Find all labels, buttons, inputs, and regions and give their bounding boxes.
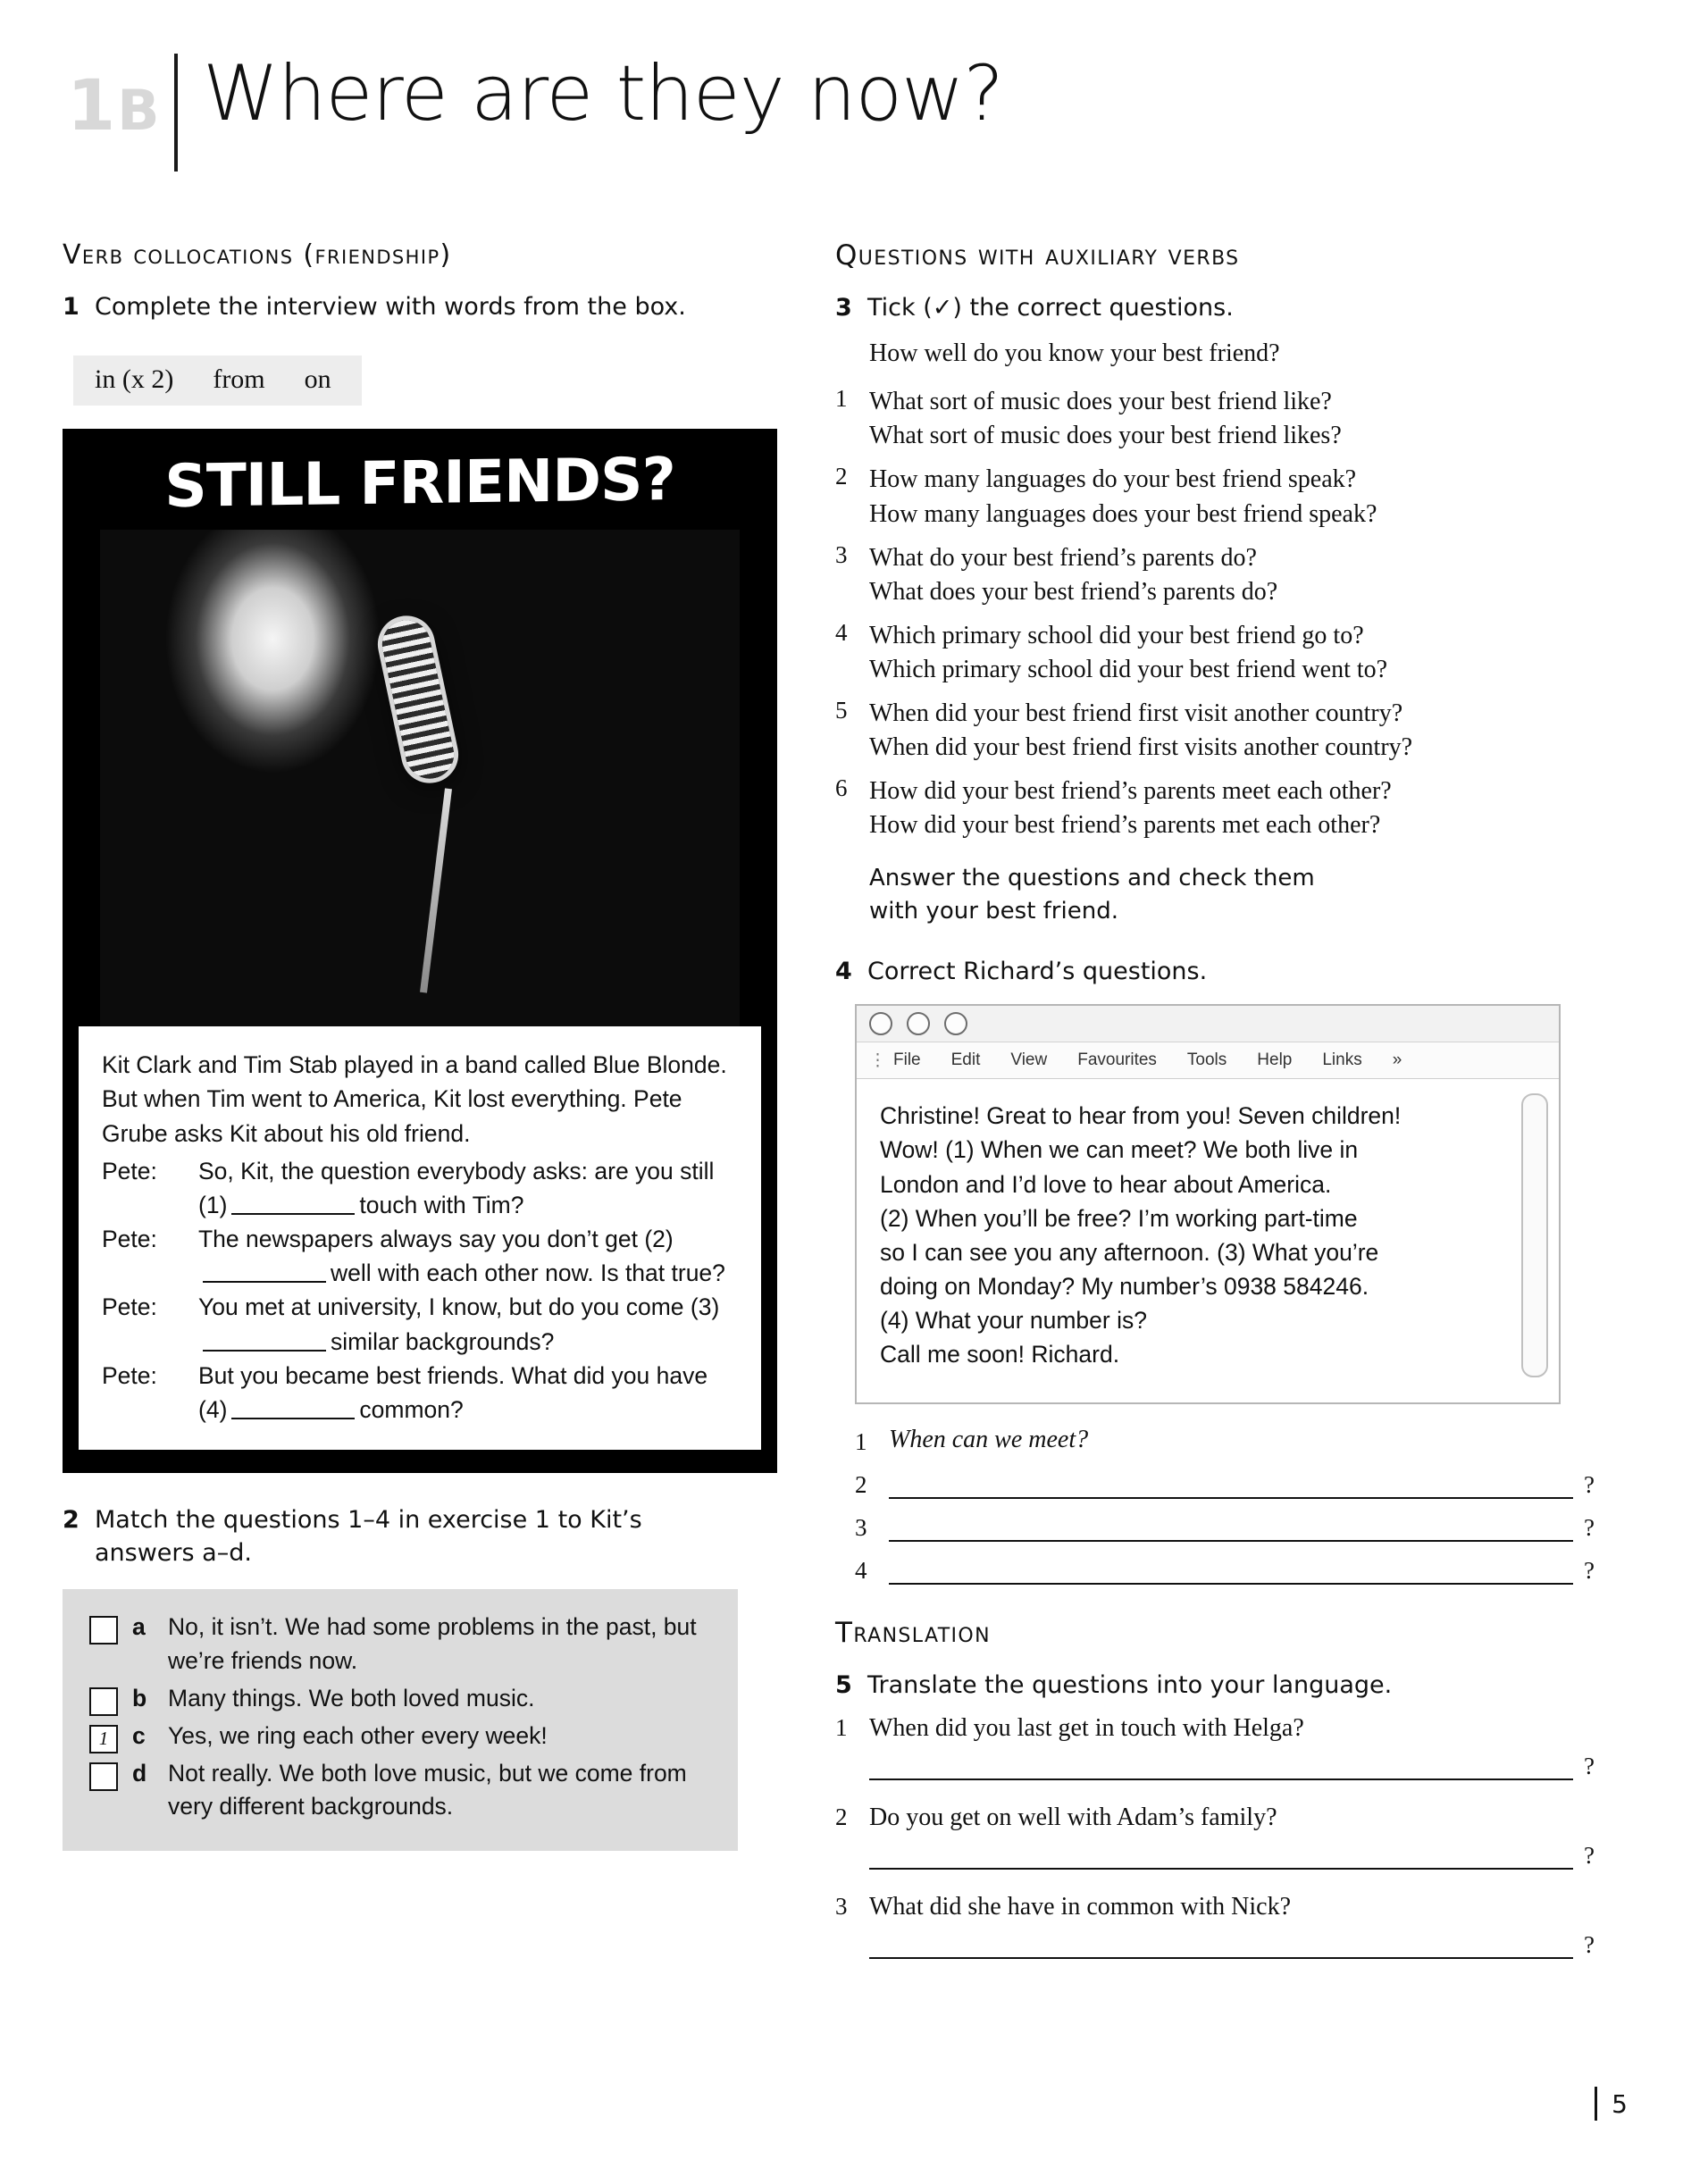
exercise-1-number: 1 xyxy=(63,293,80,321)
translation-answer-line-2 xyxy=(869,1837,1595,1870)
magazine-article xyxy=(63,429,777,1473)
browser-menubar xyxy=(857,1042,1559,1079)
email-line-2: London and I’d love to hear about America. xyxy=(880,1170,1332,1198)
translation-answer-line-3 xyxy=(869,1927,1595,1959)
translation-text: When did you last get in touch with Helga? xyxy=(869,1713,1304,1742)
question-number: 2 xyxy=(835,463,848,490)
scrollbar[interactable] xyxy=(1521,1093,1548,1377)
exercise-4 xyxy=(835,955,1595,988)
browser-content xyxy=(857,1079,1559,1402)
menu-item-help[interactable]: Help xyxy=(1257,1050,1293,1070)
exercise-4-number: 4 xyxy=(835,958,852,986)
exercise-5-number: 5 xyxy=(835,1670,852,1699)
question-options xyxy=(869,463,1595,531)
checkbox-c[interactable]: 1 xyxy=(89,1725,118,1753)
email-line-4: so I can see you any afternoon. (3) What you’re xyxy=(880,1238,1379,1266)
header-divider xyxy=(174,54,178,172)
question-item-1 xyxy=(835,385,1595,453)
question-options xyxy=(869,541,1595,609)
email-line-0: Christine! Great to hear from you! Seven children! xyxy=(880,1102,1402,1130)
exercise-3-instruction: Tick (✓) the correct questions. xyxy=(867,294,1234,322)
translation-items xyxy=(835,1714,1595,1959)
left-column xyxy=(63,239,786,1851)
gap-2[interactable] xyxy=(203,1256,326,1283)
dialogue-line-3 xyxy=(102,1290,738,1358)
exercise-2-answer-box xyxy=(63,1589,738,1851)
answer-line-2 xyxy=(855,1467,1595,1499)
question-option-a[interactable]: How many languages do your best friend speak? xyxy=(869,465,1357,494)
exercise-4-answers xyxy=(855,1426,1595,1585)
dialogue-after: well with each other now. Is that true? xyxy=(331,1260,725,1287)
dialogue-before: But you became best friends. What did you have (4) xyxy=(198,1361,708,1423)
translation-number: 3 xyxy=(835,1892,848,1920)
question-item-3 xyxy=(835,541,1595,609)
maximize-icon[interactable] xyxy=(944,1012,967,1035)
question-option-b[interactable]: What sort of music does your best friend likes? xyxy=(869,422,1342,450)
article-intro: Kit Clark and Tim Stab played in a band called Blue Blonde. But when Tim went to America, Kit lost everything. Pete Grube asks Kit about his old friend. xyxy=(102,1051,727,1147)
question-options xyxy=(869,619,1595,687)
speaker-label: Pete: xyxy=(102,1361,157,1389)
speaker-label: Pete: xyxy=(102,1293,157,1321)
question-item-6 xyxy=(835,774,1595,842)
question-option-a[interactable]: Which primary school did your best friend go to? xyxy=(869,621,1364,649)
gap-1[interactable] xyxy=(231,1188,355,1215)
word-bank xyxy=(73,356,362,406)
magazine-headline: STILL FRIENDS? xyxy=(164,445,675,522)
question-number: 4 xyxy=(835,618,848,646)
question-option-a[interactable]: What sort of music does your best friend like? xyxy=(869,388,1332,416)
question-mark: ? xyxy=(1584,1513,1595,1541)
answer-option-b[interactable] xyxy=(86,1682,718,1716)
magazine-body xyxy=(79,1026,761,1450)
exercise-3 xyxy=(835,291,1595,324)
write-in-line[interactable] xyxy=(869,1748,1573,1780)
question-option-b[interactable]: How did your best friend’s parents met each other? xyxy=(869,811,1381,840)
answer-letter: d xyxy=(132,1759,147,1787)
minimize-icon[interactable] xyxy=(907,1012,930,1035)
unit-code xyxy=(67,54,174,146)
answer-line-3 xyxy=(855,1510,1595,1542)
exercise-3-lead: How well do you know your best friend? xyxy=(869,339,1280,368)
exercise-1 xyxy=(63,290,786,323)
translation-item-1 xyxy=(835,1714,1595,1743)
answer-option-d[interactable] xyxy=(86,1757,718,1824)
menu-item-file[interactable]: File xyxy=(893,1050,921,1070)
word-bank-item-0: in (x 2) xyxy=(95,364,174,395)
word-bank-item-1: from xyxy=(213,364,265,395)
dialogue-text xyxy=(198,1359,738,1427)
browser-titlebar xyxy=(857,1006,1559,1042)
answer-option-a[interactable] xyxy=(86,1611,718,1678)
answer-number: 4 xyxy=(855,1556,867,1584)
exercise-5 xyxy=(835,1669,1595,1702)
email-line-6: (4) What your number is? xyxy=(880,1307,1147,1335)
answer-letter: b xyxy=(132,1684,147,1712)
band-photo xyxy=(100,530,740,1026)
answer-value[interactable]: When can we meet? xyxy=(889,1425,1089,1453)
write-in-line[interactable] xyxy=(889,1510,1573,1542)
unit-number: 1 xyxy=(67,66,118,146)
gap-3[interactable] xyxy=(203,1325,326,1352)
exercise-2-number: 2 xyxy=(63,1505,80,1534)
answer-number: 1 xyxy=(855,1427,867,1455)
checkbox-b[interactable] xyxy=(89,1687,118,1716)
dialogue-line-1 xyxy=(102,1154,738,1222)
dialogue-line-4 xyxy=(102,1359,738,1427)
dialogue-before: The newspapers always say you don’t get (2) xyxy=(198,1226,674,1253)
question-item-2 xyxy=(835,463,1595,531)
email-body xyxy=(880,1099,1493,1371)
gap-4[interactable] xyxy=(231,1393,355,1419)
translation-item-3 xyxy=(835,1893,1595,1921)
translation-number: 2 xyxy=(835,1803,848,1830)
translation-text: Do you get on well with Adam’s family? xyxy=(869,1803,1277,1831)
question-option-a[interactable]: What do your best friend’s parents do? xyxy=(869,543,1257,572)
page-number: 5 xyxy=(1612,2088,1628,2119)
dialogue-text xyxy=(198,1222,738,1290)
answer-line-1 xyxy=(855,1426,1595,1456)
answer-text: Not really. We both love music, but we come from very different backgrounds. xyxy=(168,1759,687,1820)
email-line-3: (2) When you’ll be free? I’m working part-time xyxy=(880,1204,1358,1232)
question-options xyxy=(869,385,1595,453)
answer-letter: a xyxy=(132,1613,146,1641)
unit-letter: B xyxy=(117,78,162,143)
question-options xyxy=(869,774,1595,842)
exercise-5-instruction: Translate the questions into your language. xyxy=(867,1670,1393,1699)
menu-grip-icon[interactable]: ⋮ xyxy=(869,1050,884,1070)
answer-text: Yes, we ring each other every week! xyxy=(168,1721,548,1749)
section-heading-translation: Translation xyxy=(835,1616,992,1649)
speaker-label: Pete: xyxy=(102,1226,157,1253)
answer-letter: c xyxy=(132,1721,146,1749)
question-option-a[interactable]: When did your best friend first visit another country? xyxy=(869,699,1403,727)
section-heading-verb-collocations: Verb collocations (friendship) xyxy=(63,239,452,271)
menu-item-favourites[interactable]: Favourites xyxy=(1077,1050,1157,1070)
write-in-line[interactable] xyxy=(869,1837,1573,1870)
question-item-5 xyxy=(835,697,1595,765)
chevron-right-icon[interactable]: » xyxy=(1392,1050,1402,1070)
speaker-label: Pete: xyxy=(102,1157,157,1184)
word-bank-item-2: on xyxy=(304,364,331,395)
page-number-rule xyxy=(1595,2087,1597,2121)
write-in-line[interactable] xyxy=(889,1467,1573,1499)
checkbox-d[interactable] xyxy=(89,1762,118,1791)
email-line-5: doing on Monday? My number’s 0938 584246. xyxy=(880,1273,1369,1301)
question-number: 6 xyxy=(835,774,848,802)
email-line-1: Wow! (1) When we can meet? We both live in xyxy=(880,1136,1359,1164)
dialogue-after: similar backgrounds? xyxy=(331,1327,555,1355)
answer-text: Many things. We both loved music. xyxy=(168,1684,535,1712)
question-options xyxy=(869,697,1595,765)
exercise-4-instruction: Correct Richard’s questions. xyxy=(867,958,1208,986)
question-number: 3 xyxy=(835,540,848,568)
menu-item-tools[interactable]: Tools xyxy=(1186,1050,1227,1070)
right-column xyxy=(835,239,1595,1982)
question-mark: ? xyxy=(1584,1841,1595,1869)
menu-item-view[interactable]: View xyxy=(1010,1050,1048,1070)
question-option-b[interactable]: How many languages does your best friend speak? xyxy=(869,499,1377,528)
menu-item-links[interactable]: Links xyxy=(1322,1050,1362,1070)
page-header xyxy=(67,49,1004,172)
question-number: 1 xyxy=(835,385,848,413)
exercise-3-number: 3 xyxy=(835,294,852,322)
exercise-3-followup: Answer the questions and check them with your best friend. xyxy=(869,865,1315,925)
dialogue-line-2 xyxy=(102,1222,738,1290)
checkbox-a[interactable] xyxy=(89,1616,118,1645)
exercise-1-instruction: Complete the interview with words from the box. xyxy=(95,293,686,321)
question-mark: ? xyxy=(1584,1556,1595,1584)
exercise-2-instruction: Match the questions 1–4 in exercise 1 to Kit’s answers a–d. xyxy=(95,1505,642,1568)
question-mark: ? xyxy=(1584,1470,1595,1498)
translation-answer-line-1 xyxy=(869,1748,1595,1780)
question-item-4 xyxy=(835,619,1595,687)
question-mark: ? xyxy=(1584,1930,1595,1958)
question-number: 5 xyxy=(835,696,848,724)
write-in-line[interactable] xyxy=(869,1927,1573,1959)
page-title: Where are they now? xyxy=(203,49,1004,138)
email-line-7: Call me soon! Richard. xyxy=(880,1341,1120,1368)
dialogue-after: touch with Tim? xyxy=(359,1191,524,1218)
dialogue-text xyxy=(198,1154,738,1222)
dialogue-after: common? xyxy=(359,1395,464,1423)
dialogue-text xyxy=(198,1290,738,1358)
answer-number: 2 xyxy=(855,1470,867,1498)
translation-number: 1 xyxy=(835,1713,848,1741)
close-icon[interactable] xyxy=(869,1012,892,1035)
page-number-block xyxy=(1595,2087,1628,2121)
exercise-2 xyxy=(63,1503,786,1570)
question-mark: ? xyxy=(1584,1752,1595,1779)
answer-number: 3 xyxy=(855,1513,867,1541)
translation-text: What did she have in common with Nick? xyxy=(869,1892,1291,1921)
dialogue-before: So, Kit, the question everybody asks: are you still (1) xyxy=(198,1157,715,1218)
dialogue-before: You met at university, I know, but do you come (3) xyxy=(198,1293,720,1321)
answer-option-c[interactable] xyxy=(86,1720,718,1753)
question-option-b[interactable]: When did your best friend first visits another country? xyxy=(869,733,1413,762)
email-browser-window xyxy=(855,1004,1561,1403)
answer-line-4 xyxy=(855,1552,1595,1585)
answer-text: No, it isn’t. We had some problems in the past, but we’re friends now. xyxy=(168,1613,697,1675)
menu-item-edit[interactable]: Edit xyxy=(950,1050,981,1070)
section-heading-questions-auxiliary: Questions with auxiliary verbs xyxy=(835,239,1240,272)
translation-item-2 xyxy=(835,1804,1595,1832)
question-option-b[interactable]: What does your best friend’s parents do? xyxy=(869,577,1278,606)
write-in-line[interactable] xyxy=(889,1552,1573,1585)
question-option-a[interactable]: How did your best friend’s parents meet each other? xyxy=(869,777,1392,806)
question-option-b[interactable]: Which primary school did your best friend went to? xyxy=(869,655,1388,683)
